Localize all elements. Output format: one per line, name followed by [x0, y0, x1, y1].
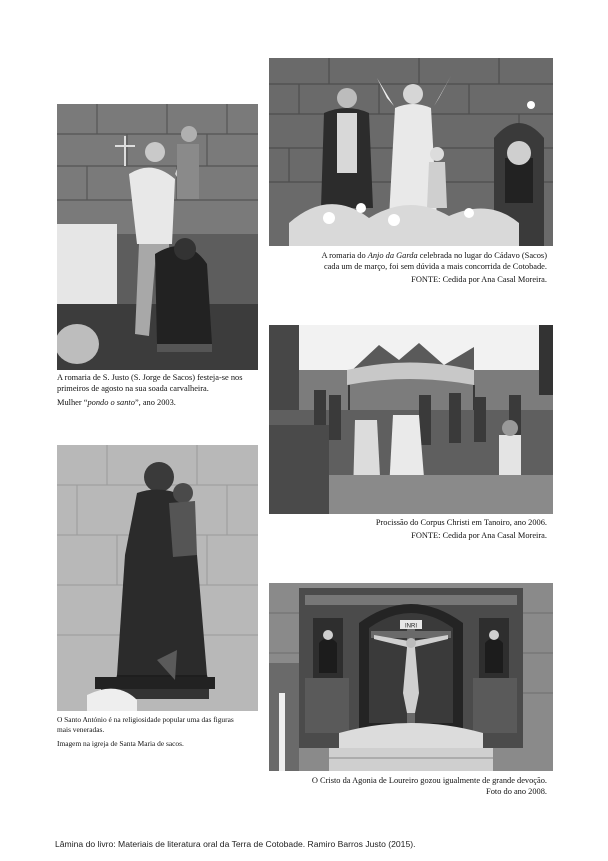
caption-sao-justo-line2: primeiros de agosto na sua soada carvalheira. — [57, 384, 209, 393]
photo-corpus-christi-image — [269, 325, 553, 514]
caption-corpus-christi — [262, 517, 547, 541]
page-footer: Lâmina do livro: Materiais de literatura oral da Terra de Cotobade. Ramiro Barros Justo (2015). — [55, 839, 416, 849]
photo-santo-antonio — [57, 445, 258, 711]
photo-cristo-da-agonia — [269, 583, 553, 771]
caption-antonio-line1: O Santo António é na religiosidade popular uma das figuras — [57, 715, 234, 724]
caption-antonio-line3: Imagem na igreja de Santa Maria de sacos. — [57, 739, 184, 748]
cross-sign-text: INRI — [405, 623, 417, 630]
photo-anjo-da-garda — [269, 58, 553, 246]
caption-cristo-da-agonia — [262, 775, 547, 797]
caption-sao-justo-line3: Mulher “pondo o santo”, ano 2003. — [57, 398, 176, 407]
caption-anjo-da-garda — [262, 250, 547, 285]
caption-corpus-line1: Procissão do Corpus Christi em Tanoiro, ano 2006. — [375, 518, 547, 527]
photo-corpus-christi — [269, 325, 553, 514]
photo-sao-justo-image — [57, 104, 258, 370]
photo-cristo-da-agonia-image — [269, 583, 553, 771]
caption-sao-justo-line1: A romaria de S. Justo (S. Jorge de Sacos) festeja-se nos — [57, 373, 243, 382]
caption-sao-justo — [57, 372, 267, 408]
caption-anjo-line2: cada um de março, foi sem dúvida a mais concorrida de Cotobade. — [323, 262, 547, 271]
caption-corpus-line2: FONTE: Cedida por Ana Casal Moreira. — [411, 531, 547, 540]
photo-santo-antonio-image — [57, 445, 258, 711]
caption-anjo-line1: A romaria do Anjo da Garda celebrada no lugar do Cádavo (Sacos) — [321, 251, 547, 260]
caption-antonio-line2: mais veneradas. — [57, 725, 105, 734]
caption-anjo-line3: FONTE: Cedida por Ana Casal Moreira. — [411, 275, 547, 284]
caption-santo-antonio — [57, 715, 267, 749]
photo-sao-justo — [57, 104, 258, 370]
caption-cristo-line1: O Cristo da Agonia de Loureiro gozou igualmente de grande devoção. — [311, 776, 547, 785]
caption-cristo-line2: Foto do ano 2008. — [486, 787, 547, 796]
photo-anjo-da-garda-image — [269, 58, 553, 246]
